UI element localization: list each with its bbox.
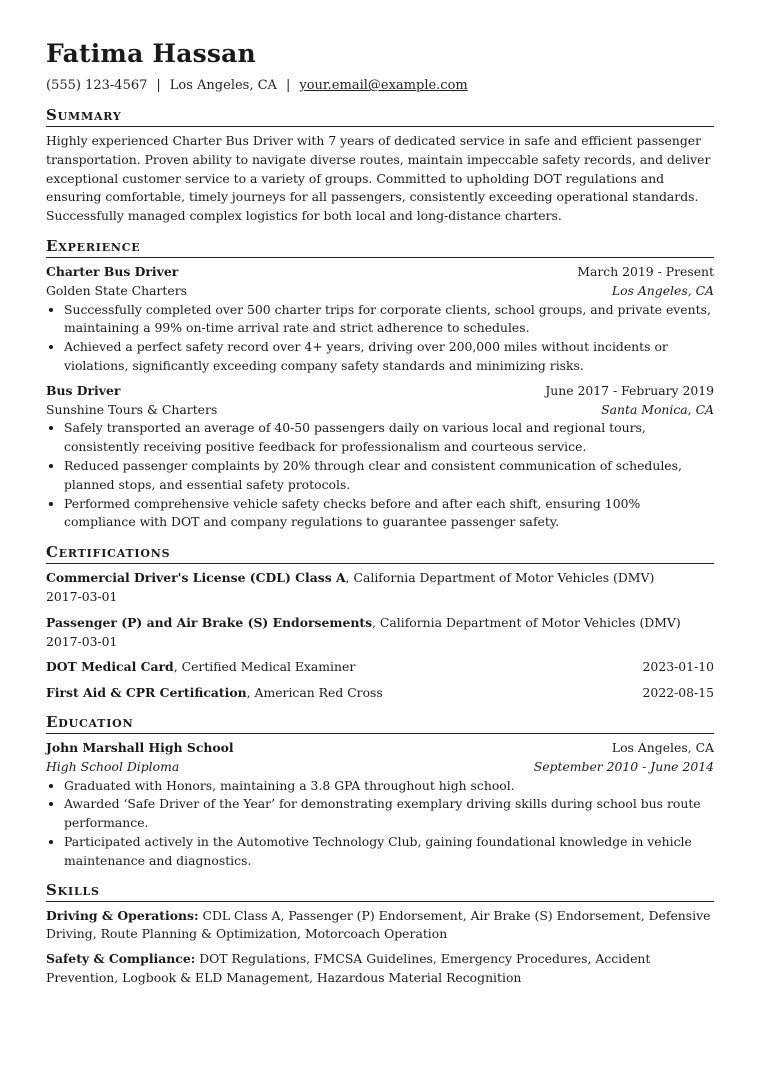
certification-name: First Aid & CPR Certification	[46, 685, 247, 701]
experience-header-row	[46, 382, 714, 401]
school-name: John Marshall High School	[46, 739, 234, 755]
education-section	[46, 713, 714, 871]
phone-number: (555) 123-4567	[46, 78, 148, 93]
certifications-section	[46, 543, 714, 703]
certification-entry	[46, 658, 714, 677]
bullet-item: • Safely transported an average of 40-50 passengers daily on various local and regional tours, consistently receiving positive feedback for professionalism and courteous service.	[64, 419, 714, 457]
certification-entry	[46, 614, 714, 652]
section-heading-summary: Summary	[46, 106, 714, 127]
certification-text	[46, 614, 714, 633]
location: Los Angeles, CA	[169, 78, 277, 93]
certification-entry	[46, 569, 714, 607]
experience-entry	[46, 263, 714, 376]
job-bullets	[46, 419, 714, 532]
certification-date: 2017-03-01	[46, 633, 118, 649]
email-link[interactable]: your.email@example.com	[299, 78, 468, 93]
experience-subheader-row	[46, 282, 714, 301]
job-location: Santa Monica, CA	[601, 401, 714, 417]
company-name: Sunshine Tours & Charters	[46, 401, 218, 417]
skill-items: CDL Class A, Passenger (P) Endorsement, Air Brake (S) Endorsement, Defensive Driving, Route Planning & Optimization, Motorcoach Operation	[46, 907, 711, 942]
certification-name: Commercial Driver's License (CDL) Class A	[46, 570, 346, 586]
skill-category: Driving & Operations:	[46, 907, 199, 923]
skill-items: DOT Regulations, FMCSA Guidelines, Emergency Procedures, Accident Prevention, Logbook & ELD Management, Hazardous Material Recognition	[46, 951, 651, 985]
skill-line	[46, 950, 714, 988]
experience-entry	[46, 382, 714, 532]
school-location: Los Angeles, CA	[611, 739, 714, 755]
skill-category: Safety & Compliance:	[46, 951, 196, 967]
certification-row	[46, 658, 714, 677]
certification-issuer: , Certified Medical Examiner	[173, 659, 356, 675]
education-entry	[46, 739, 714, 871]
certification-date: 2023-01-10	[642, 659, 714, 675]
certification-issuer: , American Red Cross	[246, 685, 383, 701]
summary-section	[46, 106, 714, 226]
degree: High School Diploma	[46, 758, 180, 774]
job-bullets	[46, 301, 714, 376]
certification-entry	[46, 684, 714, 703]
certifications-list	[46, 569, 714, 703]
experience-section	[46, 237, 714, 532]
experience-list	[46, 263, 714, 532]
education-header-row	[46, 739, 714, 758]
job-dates: June 2017 - February 2019	[545, 382, 714, 398]
candidate-name: Fatima Hassan	[46, 39, 256, 68]
education-bullets	[46, 777, 714, 871]
company-name: Golden State Charters	[46, 282, 187, 298]
education-dates: September 2010 - June 2014	[533, 758, 714, 774]
certification-text	[46, 569, 714, 588]
certification-issuer: , California Department of Motor Vehicles (DMV)	[345, 570, 655, 586]
bullet-item: • Reduced passenger complaints by 20% through clear and consistent communication of schedules, planned stops, and essential safety protocols.	[64, 457, 714, 495]
section-heading-certifications: Certifications	[46, 543, 714, 564]
certification-issuer: , California Department of Motor Vehicles (DMV)	[372, 614, 681, 630]
bullet-item: • Participated actively in the Automotive Technology Club, gaining foundational knowledge in vehicle maintenance and diagnostics.	[64, 833, 714, 871]
bullet-item: • Performed comprehensive vehicle safety checks before and after each shift, ensuring 100% compliance with DOT and company regulations to guarantee passenger safety.	[64, 495, 714, 533]
job-title: Charter Bus Driver	[46, 263, 179, 279]
resume-page	[46, 38, 714, 988]
summary-text: Highly experienced Charter Bus Driver with 7 years of dedicated service in safe and efficient passenger transportation. Proven ability to navigate diverse routes, maintain impeccable safety records, and deliver exceptional customer service to a variety of groups. Committed to upholding DOT regulations and ensuring comfortable, timely journeys for all passengers, consistently exceeding operational standards. Successfully managed complex logistics for both local and long-distance charters.	[46, 133, 711, 224]
certification-row	[46, 684, 714, 703]
job-title: Bus Driver	[46, 382, 121, 398]
section-heading-skills: Skills	[46, 881, 714, 902]
separator: |	[285, 78, 291, 93]
certification-date: 2017-03-01	[46, 588, 118, 604]
separator: |	[156, 78, 161, 93]
section-heading-education: Education	[46, 713, 714, 734]
certification-name: DOT Medical Card	[46, 659, 174, 675]
contact-line	[46, 77, 714, 95]
experience-header-row	[46, 263, 714, 282]
skills-list	[46, 907, 714, 988]
skill-line	[46, 907, 714, 945]
bullet-item: • Awarded ‘Safe Driver of the Year’ for demonstrating exemplary driving skills during school bus route performance.	[64, 795, 714, 833]
certification-text	[46, 658, 355, 677]
bullet-item: • Graduated with Honors, maintaining a 3.8 GPA throughout high school.	[64, 777, 714, 796]
experience-subheader-row	[46, 401, 714, 420]
job-location: Los Angeles, CA	[611, 282, 714, 298]
bullet-item: • Achieved a perfect safety record over 4+ years, driving over 200,000 miles without incidents or violations, significantly exceeding company safety standards and minimizing risks.	[64, 338, 714, 376]
bullet-item: • Successfully completed over 500 charter trips for corporate clients, school groups, and private events, maintaining a 99% on-time arrival rate and strict adherence to schedules.	[64, 301, 714, 339]
skills-section	[46, 881, 714, 988]
education-subheader-row	[46, 758, 714, 777]
job-dates: March 2019 - Present	[577, 263, 714, 279]
certification-date: 2022-08-15	[642, 685, 714, 701]
certification-text	[46, 684, 383, 703]
certification-name: Passenger (P) and Air Brake (S) Endorsements	[46, 614, 373, 630]
section-heading-experience: Experience	[46, 237, 714, 258]
